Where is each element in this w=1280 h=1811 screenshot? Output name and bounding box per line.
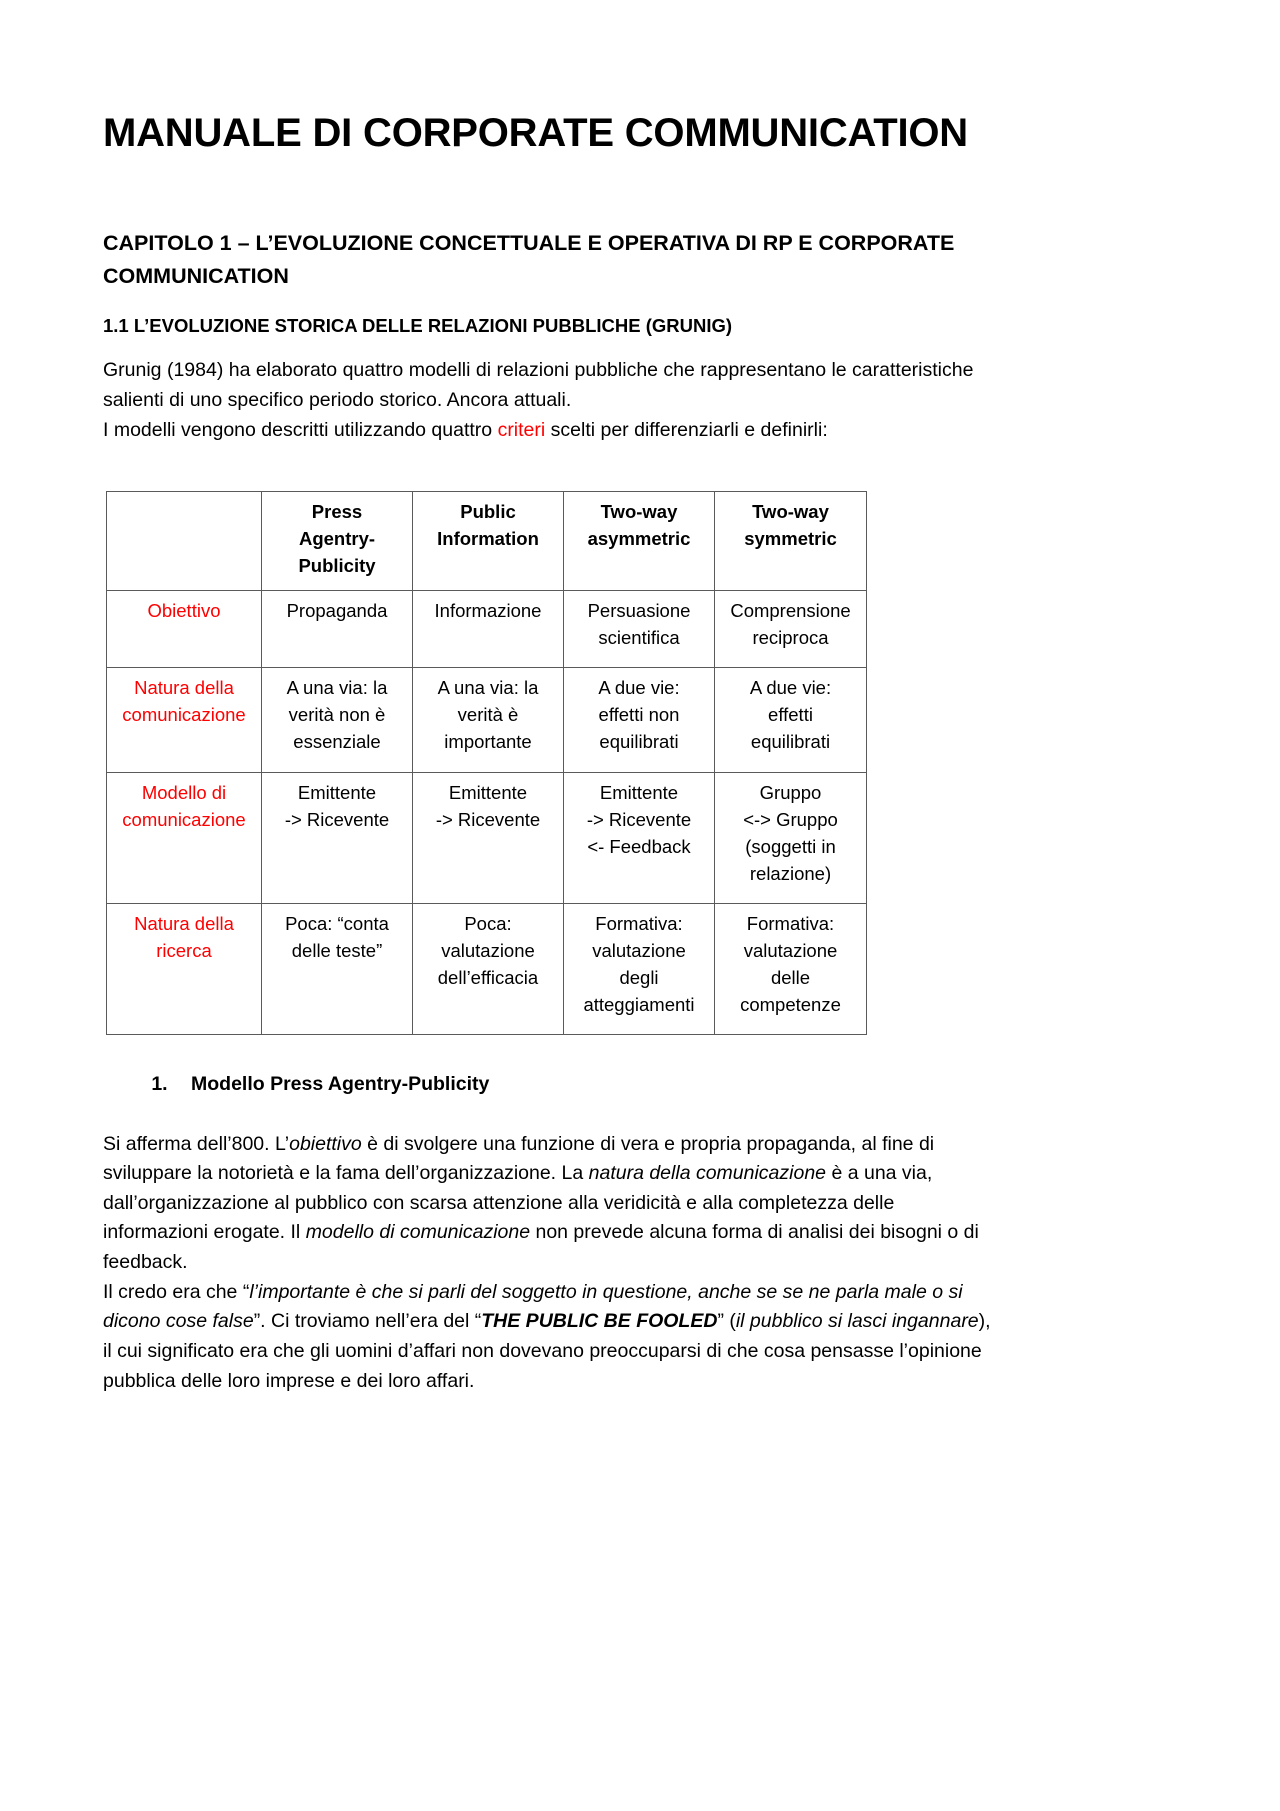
header-line: Press	[311, 501, 363, 523]
table-column-header-two-way-asymmetric	[564, 492, 715, 591]
intro-paragraph-2	[103, 416, 1003, 446]
table-cell	[413, 904, 564, 1035]
table-cell	[262, 591, 413, 668]
cell-line: atteggiamenti	[583, 993, 695, 1015]
cell-line: Poca: “conta	[285, 913, 389, 935]
cell-line: Persuasione	[587, 600, 691, 622]
cell-line: Informazione	[434, 600, 542, 622]
cell-line: Emittente	[599, 782, 679, 804]
row-label-line: Natura della	[134, 677, 234, 699]
quote-translation: il pubblico si lasci ingannare	[735, 1310, 979, 1333]
table-cell	[413, 591, 564, 668]
cell-line: verità è	[457, 704, 519, 726]
table-cell	[564, 773, 715, 904]
row-label-line: Natura della	[134, 913, 234, 935]
table-cell	[715, 904, 867, 1035]
section-heading: 1.1 L’EVOLUZIONE STORICA DELLE RELAZIONI PUBBLICHE (GRUNIG)	[103, 314, 733, 336]
cell-line: valutazione	[592, 940, 686, 962]
cell-line: Gruppo	[759, 782, 822, 804]
cell-line: valutazione	[743, 940, 838, 962]
table-row	[107, 904, 867, 1035]
cell-line: -> Ricevente	[435, 809, 541, 831]
body-text: ”. Ci troviamo nell’era del “	[253, 1310, 482, 1333]
cell-line: relazione)	[749, 862, 832, 884]
body-paragraph-2	[103, 1278, 1003, 1397]
header-line: Publicity	[298, 554, 376, 576]
table-cell	[413, 668, 564, 773]
grunig-models-table	[106, 491, 867, 1035]
row-label-line: Modello di	[141, 782, 227, 804]
emphasis-modello-di-comunicazione: modello di comunicazione	[305, 1221, 531, 1244]
cell-line: dell’efficacia	[437, 966, 539, 988]
header-line: Agentry-	[298, 528, 376, 550]
cell-line: Propaganda	[286, 600, 388, 622]
intro-paragraph-2-text-before: I modelli vengono descritti utilizzando quattro	[103, 418, 498, 441]
table-cell	[413, 773, 564, 904]
cell-line: -> Ricevente	[586, 809, 692, 831]
body-text: è di svolgere una funzione di vera e propria propaganda, al fine di sviluppare la notorietà e la fama dell’organizzazione. La	[103, 1132, 935, 1185]
table-row	[107, 773, 867, 904]
table-row-label-natura-della-ricerca	[107, 904, 262, 1035]
emphasis-natura-della-comunicazione: natura della comunicazione	[588, 1162, 827, 1185]
table-cell	[715, 591, 867, 668]
quote-the-public-be-fooled: THE PUBLIC BE FOOLED	[481, 1310, 718, 1333]
cell-line: verità non è	[288, 704, 386, 726]
header-line: Two-way	[752, 501, 829, 523]
chapter-heading: CAPITOLO 1 – L’EVOLUZIONE CONCETTUALE E OPERATIVA DI RP E CORPORATE COMMUNICATION	[103, 231, 955, 289]
cell-line: valutazione	[441, 940, 535, 962]
intro-paragraph-1: Grunig (1984) ha elaborato quattro modelli di relazioni pubbliche che rappresentano le caratteristiche salienti di uno specifico periodo storico. Ancora attuali.	[103, 359, 974, 411]
table-row	[107, 668, 867, 773]
cell-line: reciproca	[752, 627, 829, 649]
cell-line: Formativa:	[746, 913, 835, 935]
row-label-line: Obiettivo	[147, 600, 221, 622]
table-corner-cell	[107, 492, 262, 591]
cell-line: A una via: la	[437, 677, 539, 699]
cell-line: -> Ricevente	[284, 809, 390, 831]
cell-line: scientifica	[598, 627, 680, 649]
table-row-label-obiettivo	[107, 591, 262, 668]
cell-line: importante	[444, 730, 532, 752]
table-row-label-natura-della-comunicazione	[107, 668, 262, 773]
cell-line: equilibrati	[599, 730, 679, 752]
intro-paragraph-2-text-after: scelti per differenziarli e definirli:	[545, 418, 828, 441]
row-label-line: comunicazione	[122, 809, 246, 831]
cell-line: (soggetti in	[745, 835, 836, 857]
table-column-header-two-way-symmetric	[715, 492, 867, 591]
cell-line: Emittente	[448, 782, 528, 804]
table-row	[107, 591, 867, 668]
section-body	[103, 1130, 1180, 1397]
cell-line: effetti non	[598, 704, 680, 726]
list-item: 1. Modello Press Agentry-Publicity	[173, 1070, 1180, 1099]
table-cell	[715, 668, 867, 773]
table-cell	[564, 668, 715, 773]
page-title: MANUALE DI CORPORATE COMMUNICATION	[103, 111, 968, 155]
body-text: ” (	[717, 1310, 736, 1333]
body-text: Si afferma dell’800. L’	[103, 1132, 290, 1155]
table-row-label-modello-di-comunicazione	[107, 773, 262, 904]
header-line: asymmetric	[587, 528, 691, 550]
cell-line: <-> Gruppo	[743, 809, 838, 831]
header-line: Public	[460, 501, 516, 523]
model-list	[103, 1070, 1180, 1099]
body-text: Il credo era che “	[103, 1280, 250, 1303]
cell-line: Emittente	[297, 782, 377, 804]
table-cell	[262, 773, 413, 904]
table-cell	[564, 904, 715, 1035]
cell-line: A due vie:	[598, 677, 680, 699]
row-label-line: comunicazione	[122, 704, 246, 726]
header-line: Information	[437, 528, 539, 550]
header-line: symmetric	[744, 528, 837, 550]
table-column-header-public-information	[413, 492, 564, 591]
row-label-line: ricerca	[156, 940, 212, 962]
header-line: Two-way	[600, 501, 678, 523]
table-header-row	[107, 492, 867, 591]
cell-line: A una via: la	[286, 677, 388, 699]
body-text: non prevede alcuna forma di analisi dei bisogni o di feedback.	[103, 1221, 979, 1273]
cell-line: Formativa:	[595, 913, 683, 935]
table-cell	[262, 904, 413, 1035]
table-cell	[715, 773, 867, 904]
criteri-highlight: criteri	[497, 418, 546, 441]
cell-line: degli	[619, 966, 659, 988]
cell-line: competenze	[740, 993, 841, 1015]
body-text: è a una via, dall’organizzazione al pubblico con scarsa attenzione alla veridicità e alla completezza delle informazioni erogate. Il	[103, 1162, 933, 1244]
body-paragraph-1	[103, 1130, 1003, 1278]
cell-line: delle teste”	[291, 940, 383, 962]
cell-line: <- Feedback	[587, 835, 691, 857]
cell-line: A due vie:	[749, 677, 832, 699]
cell-line: delle	[770, 966, 811, 988]
cell-line: equilibrati	[750, 730, 831, 752]
cell-line: essenziale	[293, 730, 381, 752]
cell-line: effetti	[768, 704, 813, 726]
body-text: ), il cui significato era che gli uomini d’affari non dovevano preoccuparsi di che cosa pensasse l’opinione pubblica delle loro imprese e dei loro affari.	[103, 1310, 991, 1392]
quote-importante: l’importante è che si parli del soggetto in questione, anche se se ne parla male o si dicono cose false	[103, 1280, 963, 1333]
table-cell	[262, 668, 413, 773]
table-column-header-press-agentry-publicity	[262, 492, 413, 591]
cell-line: Poca:	[464, 913, 512, 935]
table-cell	[564, 591, 715, 668]
cell-line: Comprensione	[730, 600, 851, 622]
emphasis-obiettivo: obiettivo	[289, 1132, 362, 1155]
